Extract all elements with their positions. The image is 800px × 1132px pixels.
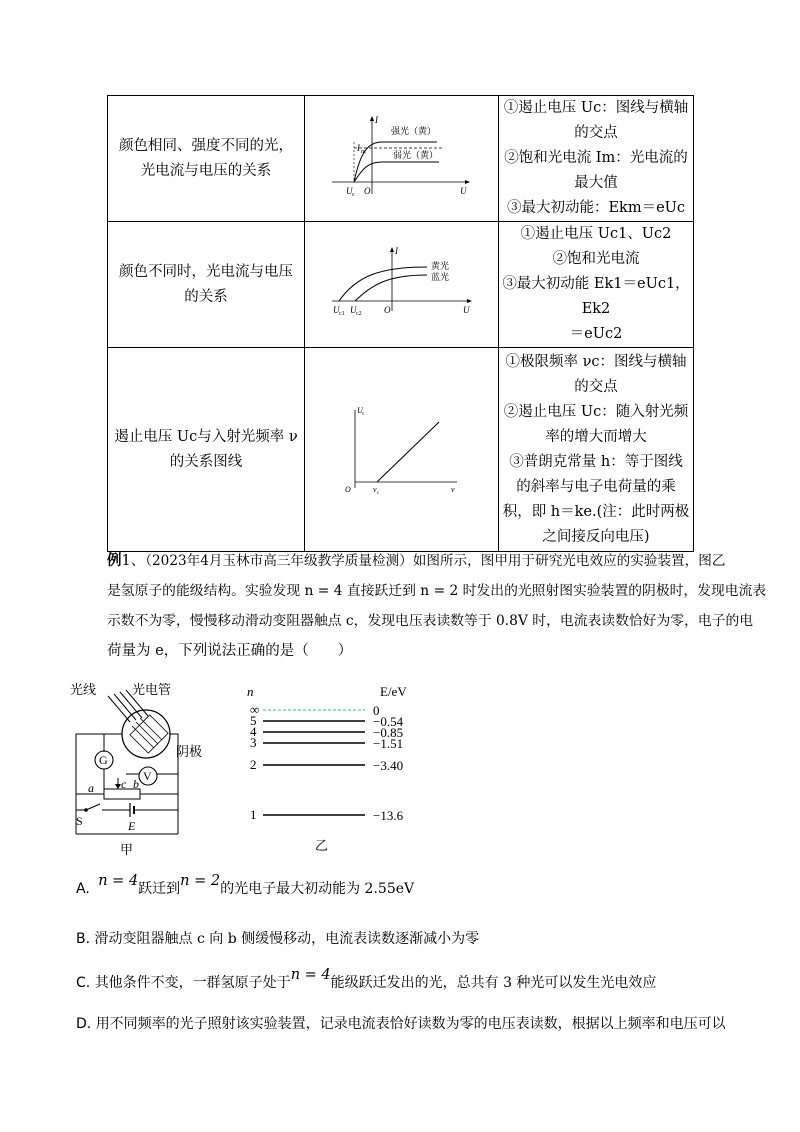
- svg-text:ν: ν: [450, 484, 455, 494]
- switch: [86, 804, 100, 810]
- svg-text:I: I: [394, 245, 398, 256]
- svg-text:m: m: [360, 148, 366, 155]
- intensity-iu-graph: [327, 114, 477, 204]
- svg-text:E: E: [128, 819, 136, 833]
- example-paragraph: 例1、（2023年4月玉林市高三年级教学质量检测）如图所示，图甲用于研究光电效应的实验装置，图乙 是氢原子的能级结构。实验发现 n = 4 直接跃迁到 n = 2 时发出的光照射图实验装置的阴极时，发现电流表 示数不为零，慢慢移动滑动变阻器触点 c，发现电压表读数等于 0.8V 时，电流表读数恰好为零，电子的电 荷量为 e，下列说法正确的是（ ）: [107, 552, 767, 659]
- blue-light-curve: [355, 275, 427, 301]
- svg-text:ν: ν: [372, 484, 377, 494]
- row2-description: 颜色不同时，光电流与电压 的关系: [108, 222, 305, 348]
- table-row: [108, 222, 694, 348]
- svg-text:c2: c2: [355, 310, 362, 317]
- im-label: I: [356, 142, 360, 153]
- row1-figure-cell: [305, 96, 499, 222]
- svg-text:c1: c1: [338, 310, 345, 317]
- light-label: 光线: [70, 682, 97, 697]
- row2-figure-cell: [305, 222, 499, 348]
- svg-text:O: O: [383, 304, 390, 315]
- svg-text:U: U: [332, 304, 339, 315]
- figure-caption-yi: 乙: [315, 838, 329, 853]
- n-label: n: [247, 684, 254, 699]
- option-b[interactable]: B. 滑动变阻器触点 c 向 b 侧缓慢移动，电流表读数逐渐减小为零: [76, 931, 480, 947]
- level-energy-label: 0: [373, 703, 380, 718]
- uc-frequency-graph: [337, 400, 467, 500]
- uc-line: [377, 422, 439, 482]
- strong-light-label: 强光（黄）: [390, 125, 436, 136]
- svg-text:U: U: [349, 304, 356, 315]
- weak-light-curve: [354, 162, 439, 182]
- energy-level-diagram: [245, 684, 420, 864]
- example-number: 1、: [121, 553, 146, 569]
- level-n-label: 3: [250, 735, 257, 750]
- svg-text:c: c: [376, 490, 379, 496]
- level-energy-label: −3.40: [373, 758, 404, 773]
- level-n-label: 1: [250, 807, 257, 822]
- blue-light-label: 蓝光: [430, 271, 449, 282]
- level-n-label: 2: [250, 757, 257, 772]
- level-energy-label: −1.51: [373, 736, 404, 751]
- weak-light-label: 弱光（黄）: [392, 149, 438, 160]
- svg-text:U: U: [462, 304, 469, 315]
- circuit-diagram: [66, 682, 203, 862]
- table-row: [108, 348, 694, 552]
- svg-text:U: U: [356, 405, 363, 415]
- level-energy-label: −0.85: [373, 725, 404, 740]
- svg-text:c: c: [361, 411, 364, 417]
- level-n-label: ∞: [250, 702, 260, 717]
- svg-text:a: a: [88, 781, 94, 795]
- i-axis-label: I: [374, 114, 378, 125]
- row3-notes: ①极限频率 νc：图线与横轴 的交点 ②遏止电压 Uc：随入射光频 率的增大而增大 ③普朗克常量 h：等于图线 的斜率与电子电荷量的乘 积，即 h＝ke.(注：此时两极 之间接反向电压): [499, 348, 694, 552]
- u-axis-label: U: [459, 185, 466, 196]
- row1-description: 颜色相同、强度不同的光， 光电流与电压的关系: [108, 96, 305, 222]
- figure-caption-jia: 甲: [120, 842, 134, 857]
- comparison-table: [107, 95, 694, 552]
- energy-unit-label: E/eV: [380, 684, 407, 699]
- svg-text:O: O: [344, 484, 351, 494]
- yellow-light-curve: [339, 267, 427, 301]
- svg-text:c: c: [121, 777, 127, 791]
- uc-label: U: [345, 185, 352, 196]
- level-energy-label: −13.6: [373, 808, 404, 823]
- origin-label: O: [363, 185, 370, 196]
- svg-text:S: S: [76, 814, 83, 828]
- svg-text:V: V: [143, 769, 152, 783]
- level-n-label: 5: [250, 713, 257, 728]
- yellow-light-label: 黄光: [430, 260, 449, 271]
- color-iu-graph: [327, 245, 477, 325]
- example-label: 例: [107, 552, 122, 569]
- row1-notes: ①遏止电压 Uc：图线与横轴 的交点 ②饱和光电流 Im：光电流的 最大值 ③最大初动能：Ekm＝eUc: [499, 96, 694, 222]
- row2-notes: ①遏止电压 Uc1、Uc2 ②饱和光电流 ③最大初动能 Ek1＝eUc1，Ek2 ＝eUc2: [499, 222, 694, 348]
- table-row: [108, 96, 694, 222]
- svg-text:G: G: [99, 753, 108, 767]
- svg-text:b: b: [133, 777, 139, 791]
- row3-figure-cell: [305, 348, 499, 552]
- cathode-label: 阴极: [176, 744, 203, 759]
- tube-label: 光电管: [132, 682, 172, 697]
- svg-text:c: c: [351, 191, 355, 198]
- level-energy-label: −0.54: [373, 714, 404, 729]
- option-d[interactable]: D. 用不同频率的光子照射该实验装置，记录电流表恰好读数为零的电压表读数，根据以上频率和电压可以: [76, 1016, 726, 1032]
- option-a[interactable]: A. n = 4跃迁到n = 2的光电子最大初动能为 2.55eV: [76, 873, 415, 897]
- option-c[interactable]: C. 其他条件不变，一群氢原子处于n = 4能级跃迁发出的光，总共有 3 种光可以发生光电效应: [76, 967, 657, 991]
- level-n-label: 4: [250, 724, 257, 739]
- row3-description: 遏止电压 Uc与入射光频率 ν 的关系图线: [108, 348, 305, 552]
